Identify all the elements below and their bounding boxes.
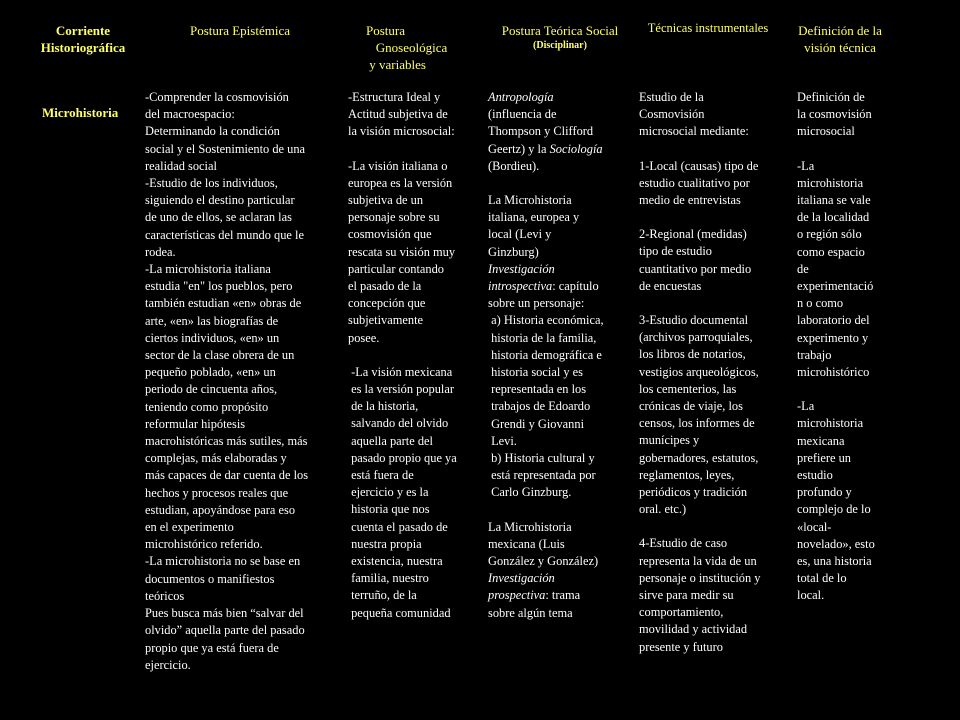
teorica-investigacion-introspectiva: Investigación introspectiva [488, 261, 555, 294]
column-tecnicas [639, 89, 789, 656]
header-postura-teorica-subtitle: (Disciplinar) [533, 40, 587, 51]
definicion-paragraph-1: Definición de la cosmovisión microsocial [797, 90, 872, 139]
epistemica-paragraph-5: Pues busca más bien “salvar del olvido” aquella parte del pasado propio que ya está fuera de ejercicio. [145, 606, 305, 672]
header-postura-teorica [488, 22, 632, 52]
row-label-microhistoria: Microhistoria [42, 105, 119, 120]
epistemica-paragraph-4: -La microhistoria no se base en documentos o manifiestos teóricos [145, 554, 301, 603]
teorica-paragraph-2a: La Microhistoria italiana, europea y local (Levi y Ginzburg) [488, 193, 580, 259]
teorica-investigacion-prospectiva: Investigación prospectiva [488, 571, 555, 603]
gnoseologica-paragraph-1: -Estructura Ideal y Actitud subjetiva de la visión microsocial: [348, 90, 455, 139]
header-postura-teorica-title: Postura Teórica Social [501, 23, 619, 38]
teorica-antropologia: Antropología [488, 90, 554, 104]
header-corriente: Corriente Historiográfica [40, 23, 126, 55]
teorica-paragraph-2 [488, 192, 634, 312]
tecnicas-paragraph-3: 2-Regional (medidas) tipo de estudio cuantitativo por medio de encuestas [639, 227, 752, 293]
teorica-paragraph-4 [488, 519, 634, 622]
epistemica-paragraph-2: -Estudio de los individuos, siguiendo el destino particular de uno de ellos, se aclaran las características del mundo que le rodea. [145, 176, 304, 259]
gnoseologica-paragraph-2: -La visión italiana o europea es la versión subjetiva de un personaje sobre su cosmovisión que rescata su visión muy particular contando el pasado de la concepción que subjetivamente posee. [348, 158, 456, 345]
gnoseologica-paragraph-3: -La visión mexicana es la versión popular de la historia, salvando del olvido aquella parte del pasado propio que ya está fuera de ejercicio y es la historia que nos cuenta el pasado de nuestra propia existencia, nuestra familia, nuestro terruño, de la pequeña comunidad [351, 364, 457, 620]
column-teorica [488, 89, 634, 622]
teorica-paragraph-3: a) Historia económica, historia de la familia, historia demográfica e historia social y es representada en los trabajos de Edoardo Grendi y Giovanni Levi. b) Historia cultural y está representada por Carlo Ginzburg. [491, 313, 604, 500]
teorica-paragraph-4b: : trama sobre algún tema [488, 588, 581, 620]
tecnicas-paragraph-2: 1-Local (causas) tipo de estudio cualitativo por medio de entrevistas [639, 158, 759, 208]
tecnicas-paragraph-4: 3-Estudio documental (archivos parroquiales, los libros de notarios, vestigios arqueológicos, los cementerios, las crónicas de viaje, los censos, los informes de munícipes y gobernadores, estatutos, reglamentos, leyes, periódicos y tradición oral. etc.) [639, 313, 759, 517]
teorica-paragraph-1a: (influencia de Thompson y Clifford Geertz) y la [488, 107, 594, 156]
epistemica-paragraph-3: -La microhistoria italiana estudia "en" los pueblos, pero también estudian «en» obras de arte, «en» las biografías de ciertos individuos, «en» un sector de la clase obrera de un pequeño poblado, «en» un periodo de cincuenta años, teniendo como propósito reformular hipótesis macrohistóricas más sutiles, más complejas, más elaboradas y más capaces de dar cuenta de los hechos y procesos reales que estudian, apoyándose para eso en el experimento microhistórico referido. [145, 262, 309, 552]
column-epistemica [145, 89, 341, 674]
header-postura-epistemica: Postura Epistémica [189, 23, 290, 38]
header-tecnicas: Técnicas instrumentales [647, 21, 769, 35]
epistemica-paragraph-1: -Comprender la cosmovisión del macroespacio: Determinando la condición social y el Sostenimiento de una realidad social [145, 90, 306, 173]
header-definicion: Definición de la visión técnica [798, 23, 882, 55]
teorica-paragraph-4a: La Microhistoria mexicana (Luis González y González) [488, 519, 599, 569]
column-definicion [797, 89, 897, 605]
definicion-paragraph-3: -La microhistoria mexicana prefiere un estudio profundo y complejo de lo «local- novelado», esto es, una historia total de lo local. [797, 399, 875, 603]
header-postura-gnoseologica: Postura Gnoseológica y variables [366, 23, 448, 72]
tecnicas-paragraph-1: Estudio de la Cosmovisión microsocial mediante: [639, 90, 749, 139]
teorica-sociologia: Sociología [549, 141, 603, 156]
column-gnoseologica [348, 89, 482, 622]
tecnicas-paragraph-5: 4-Estudio de caso representa la vida de un personaje o institución y sirve para medir su comportamiento, movilidad y actividad presente y futuro [639, 536, 761, 654]
teorica-paragraph-2b: : capítulo sobre un personaje: [488, 279, 599, 311]
definicion-paragraph-2: -La microhistoria italiana se vale de la localidad o región sólo como espacio de experimentació n o como laboratorio del experimento y trabajo microhistórico [797, 158, 874, 380]
teorica-paragraph-1b: (Bordieu). [488, 158, 540, 173]
teorica-paragraph-1 [488, 89, 634, 175]
